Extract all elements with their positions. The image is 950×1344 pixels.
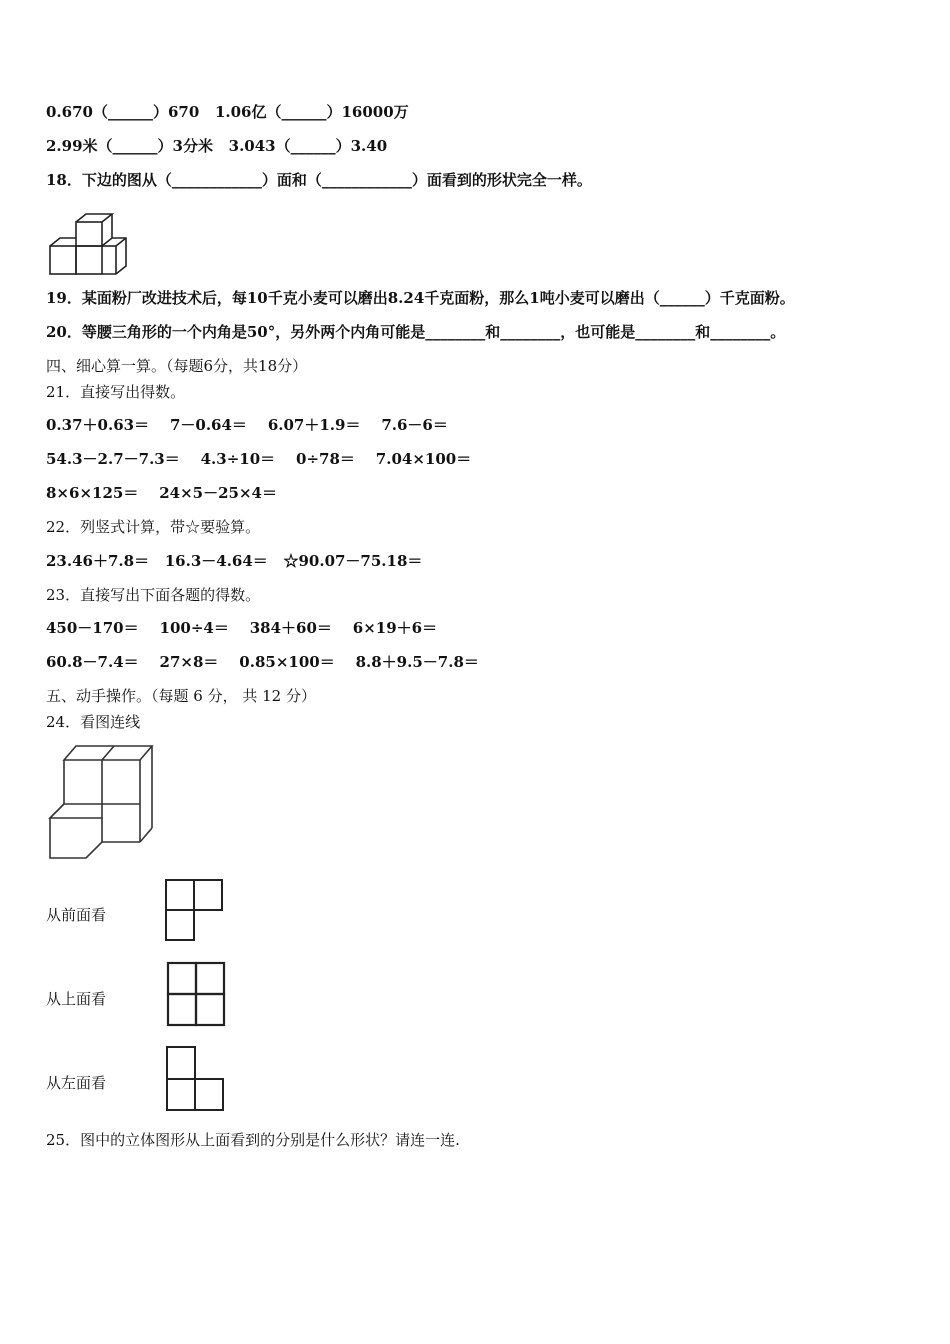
view-top-label: 从上面看 <box>46 990 107 1008</box>
compare-line-1: 0.670（______）670 1.06亿（______）16000万 <box>46 103 409 121</box>
question-22: 22．列竖式计算，带☆要验算。 <box>46 518 261 536</box>
question-24: 24．看图连线 <box>46 713 141 731</box>
view-top-shape[interactable] <box>165 960 229 1028</box>
question-18: 18．下边的图从（____________）面和（____________）面看到的形状完全一样。 <box>46 171 592 189</box>
compare-line-2: 2.99米（______）3分米 3.043（______）3.40 <box>46 137 388 155</box>
q21-row-1: 0.37＋0.63＝ 7－0.64＝ 6.07＋1.9＝ 7.6－6＝ <box>46 416 448 434</box>
q23-row-2: 60.8－7.4＝ 27×8＝ 0.85×100＝ 8.8＋9.5－7.8＝ <box>46 653 479 671</box>
view-left-shape[interactable] <box>165 1045 225 1113</box>
q18-cube-figure <box>46 208 132 278</box>
q21-row-2: 54.3－2.7－7.3＝ 4.3÷10＝ 0÷78＝ 7.04×100＝ <box>46 450 472 468</box>
view-front-label: 从前面看 <box>46 906 107 924</box>
question-21: 21．直接写出得数。 <box>46 383 186 401</box>
q21-row-3: 8×6×125＝ 24×5－25×4＝ <box>46 484 277 502</box>
question-23: 23．直接写出下面各题的得数。 <box>46 586 261 604</box>
view-left-label: 从左面看 <box>46 1074 107 1092</box>
section-4-heading: 四、细心算一算。（每题6分，共18分） <box>46 357 308 375</box>
question-20: 20．等腰三角形的一个内角是50°，另外两个内角可能是________和________，也可能是________和________。 <box>46 323 786 341</box>
view-front-shape[interactable] <box>164 878 224 944</box>
q22-row: 23.46＋7.8＝ 16.3－4.64＝ ☆90.07－75.18＝ <box>46 552 423 570</box>
q24-solid-figure <box>46 742 158 862</box>
q23-row-1: 450－170＝ 100÷4＝ 384＋60＝ 6×19＋6＝ <box>46 619 438 637</box>
section-5-heading: 五、动手操作。（每题 6 分， 共 12 分） <box>46 687 316 705</box>
question-25: 25．图中的立体图形从上面看到的分别是什么形状？请连一连. <box>46 1131 460 1149</box>
question-19: 19．某面粉厂改进技术后，每10千克小麦可以磨出8.24千克面粉，那么1吨小麦可以磨出（______）千克面粉。 <box>46 289 795 307</box>
